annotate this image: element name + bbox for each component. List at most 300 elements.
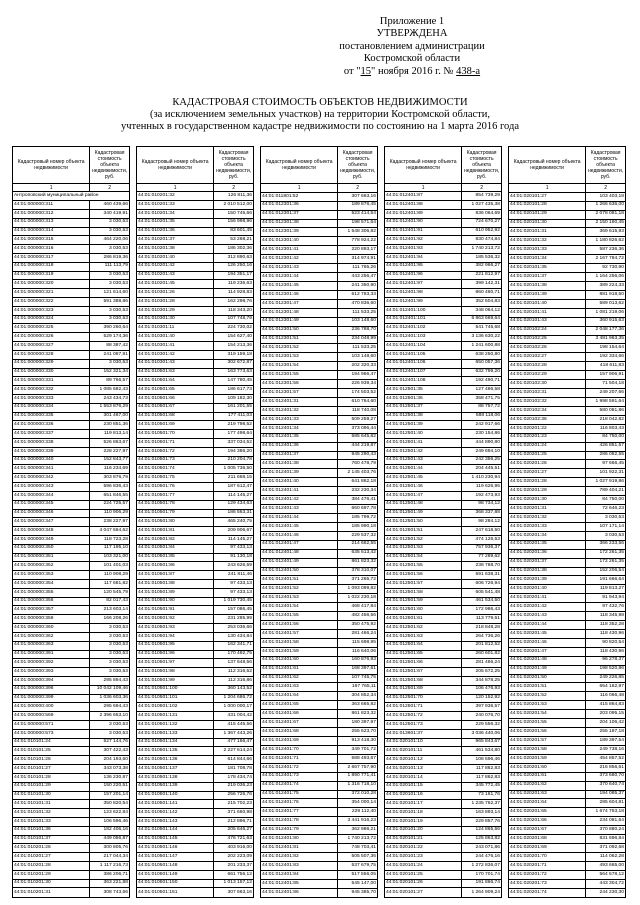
- cadastral-number: 44:01:010101:26: [13, 756, 90, 765]
- table-row: [385, 800, 502, 809]
- table-row: [385, 535, 502, 544]
- approval-resolution-line: постановлением администрации: [339, 40, 485, 52]
- cadastral-value: 587 236,36: [586, 246, 626, 255]
- cadastral-number: 44:01:020201:31: [509, 505, 586, 514]
- table-row: [261, 335, 378, 344]
- cadastral-value: 101 922,31: [586, 469, 626, 478]
- cadastral-number: 44:01:010501:68: [137, 412, 214, 421]
- cadastral-number: 44:01:012501:35: [385, 386, 462, 395]
- cadastral-value: 344 878,25: [462, 676, 502, 685]
- cadastral-number: 44:01:000000:316: [13, 245, 90, 254]
- cadastral-value: 242 356,25: [462, 456, 502, 465]
- cadastral-number: 44:01:012401:75: [261, 790, 338, 799]
- table-row: [509, 540, 626, 549]
- cadastral-number: 44:01:012401:45: [261, 522, 338, 531]
- cadastral-value: 249 738,16: [586, 745, 626, 754]
- cadastral-value: 286 082,55: [586, 451, 626, 460]
- cadastral-number: 44:01:012401:33: [261, 415, 338, 424]
- cadastral-value: 529 174,36: [90, 333, 130, 342]
- cadastral-number: 44:01:010501:78: [137, 500, 214, 509]
- table-row: [13, 580, 130, 589]
- cadastral-value: 210 204,78: [214, 456, 254, 465]
- cadastral-number: 44:01:020201:74: [509, 888, 586, 897]
- cadastral-value: 760 478,79: [338, 460, 378, 469]
- cadastral-number: 44:01:012401:60: [261, 656, 338, 665]
- cadastral-number: 44:01:012501:57: [385, 580, 462, 589]
- cadastral-number: 44:01:020201:34: [509, 531, 586, 540]
- table-row: [509, 638, 626, 647]
- cadastral-number: 44:01:012301:39: [261, 228, 338, 237]
- table-row: [385, 201, 502, 210]
- table-row: [261, 879, 378, 888]
- col-header-cadastral-number: Кадастровый номер объекта недвижимости: [137, 147, 214, 184]
- cadastral-number: 44:01:010501:71: [137, 439, 214, 448]
- cadastral-value: 3 481 963,35: [586, 335, 626, 344]
- table-row: [385, 668, 502, 677]
- cadastral-number: 44:01:020201:52: [509, 692, 586, 701]
- cadastral-value: 2 078 081,18: [586, 210, 626, 219]
- cadastral-number: 44:01:020102:29: [509, 371, 586, 380]
- cadastral-number: 44:01:010501:150: [137, 879, 214, 888]
- cadastral-value: 1 027 919,86: [586, 478, 626, 487]
- cadastral-value: 6 863 669,64: [462, 315, 502, 324]
- table-row: [137, 588, 254, 597]
- cadastral-number: 44:01:012501:65: [385, 650, 462, 659]
- table-row: [509, 326, 626, 335]
- cadastral-value: 301 467,00: [90, 412, 130, 421]
- cadastral-value: 205 646,27: [214, 826, 254, 835]
- cadastral-value: 418 611,83: [586, 362, 626, 371]
- cadastral-number: 44:01:010501:76: [137, 483, 214, 492]
- table-row: [261, 317, 378, 326]
- cadastral-value: 152 321,34: [90, 368, 130, 377]
- cadastral-value: 192 490,71: [462, 377, 502, 386]
- cadastral-number: 44:01:020201:59: [509, 754, 586, 763]
- table-row: [385, 465, 502, 474]
- cadastral-value: 162 298,76: [214, 298, 254, 307]
- cadastral-value: 137 648,56: [214, 659, 254, 668]
- cadastral-number: 44:01:012401:102: [385, 324, 462, 333]
- cadastral-number: 44:01:020201:37: [509, 558, 586, 567]
- table-row: [137, 245, 254, 254]
- cadastral-number: 44:01:012301:55: [261, 371, 338, 380]
- cadastral-number: 44:01:020102:25: [509, 335, 586, 344]
- cadastral-value: 1 266 636,00: [586, 201, 626, 210]
- cadastral-value: 830 474,84: [462, 236, 502, 245]
- cadastral-number: 44:01:012401:73: [261, 772, 338, 781]
- cadastral-value: 192 473,93: [462, 491, 502, 500]
- cadastral-number: 44:01:020101:11: [385, 747, 462, 756]
- cadastral-table-3: [260, 146, 378, 898]
- cadastral-number: 44:01:000000:314: [13, 227, 90, 236]
- cadastral-value: 2 145 403,76: [338, 469, 378, 478]
- cadastral-value: 337 034,52: [214, 439, 254, 448]
- cadastral-number: 44:01:010101:32: [13, 809, 90, 818]
- cadastral-value: 348 064,12: [462, 306, 502, 315]
- cadastral-number: 44:01:010101:30: [13, 791, 90, 800]
- cadastral-number: 44:01:012501:51: [385, 527, 462, 536]
- cadastral-number: 44:01:020201:62: [509, 781, 586, 790]
- table-row: [137, 624, 254, 633]
- table-row: [509, 879, 626, 888]
- col-number-2: 2: [462, 183, 502, 191]
- cadastral-value: 757 936,37: [462, 544, 502, 553]
- cadastral-value: 470 836,60: [338, 299, 378, 308]
- cadastral-number: 44:01:000000:317: [13, 253, 90, 262]
- table-row: [261, 371, 378, 380]
- cadastral-number: 44:01:020201:66: [509, 817, 586, 826]
- table-row: [13, 209, 130, 218]
- cadastral-number: 44:01:012301:48: [261, 308, 338, 317]
- cadastral-value: 154 213,36: [214, 342, 254, 351]
- cadastral-value: 172 986,43: [462, 606, 502, 615]
- cadastral-value: 230 851,36: [90, 421, 130, 430]
- table-row: [385, 721, 502, 730]
- cadastral-value: 247 618,50: [462, 527, 502, 536]
- cadastral-number: 44:01:012301:42: [261, 255, 338, 264]
- cadastral-value: 229 537,32: [338, 531, 378, 540]
- col-number-2: 2: [586, 184, 626, 192]
- cadastral-number: 44:01:020201:40: [509, 585, 586, 594]
- cadastral-value: 2 396 653,10: [90, 712, 130, 721]
- table-row: [385, 359, 502, 368]
- table-row: [385, 650, 502, 659]
- cadastral-value: 264 736,26: [462, 632, 502, 641]
- table-row: [385, 412, 502, 421]
- cadastral-table-2: [136, 146, 254, 898]
- cadastral-value: 255 187,18: [586, 728, 626, 737]
- cadastral-value: 1 013 157,12: [214, 879, 254, 888]
- cadastral-number: 44:01:012401:81: [261, 844, 338, 853]
- cadastral-number: 44:01:020201:39: [509, 576, 586, 585]
- cadastral-value: 218 042,82: [586, 415, 626, 424]
- cadastral-value: 373 096,44: [338, 424, 378, 433]
- cadastral-number: 44:01:012501:63: [385, 632, 462, 641]
- cadastral-number: 44:01:012401:50: [261, 567, 338, 576]
- cadastral-number: 44:01:020201:23: [509, 433, 586, 442]
- title-main: КАДАСТРОВАЯ СТОИМОСТЬ ОБЪЕКТОВ НЕДВИЖИМОСТИ: [172, 97, 468, 108]
- cadastral-value: 241 811,46: [214, 571, 254, 580]
- cadastral-number: 44:01:012501:58: [385, 588, 462, 597]
- table-row: [137, 386, 254, 395]
- table-row: [13, 659, 130, 668]
- table-row: [13, 227, 130, 236]
- table-row: [385, 615, 502, 624]
- cadastral-number: 44:01:000000:322: [13, 298, 90, 307]
- cadastral-value: 115 698,95: [338, 638, 378, 647]
- table-row: [137, 227, 254, 236]
- cadastral-number: 44:01:020201:71: [509, 861, 586, 870]
- cadastral-value: 88 387,42: [90, 342, 130, 351]
- table-row: [137, 791, 254, 800]
- cadastral-value: 345 772,45: [462, 782, 502, 791]
- cadastral-number: 44:01:010501:81: [137, 527, 214, 536]
- table-row: [385, 712, 502, 721]
- table-row: [137, 324, 254, 333]
- cadastral-value: 156 998,96: [214, 218, 254, 227]
- cadastral-number: 44:01:012401:69: [261, 737, 338, 746]
- cadastral-number: 44:01:010501:93: [137, 624, 214, 633]
- table-row: [137, 298, 254, 307]
- cadastral-number: 44:01:020101:39: [509, 290, 586, 299]
- cadastral-value: 84 750,00: [586, 496, 626, 505]
- table-row: [13, 676, 130, 685]
- appendix-label: Приложение 1: [379, 16, 445, 27]
- cadastral-number: 44:01:012401:103: [385, 333, 462, 342]
- table-row: [137, 641, 254, 650]
- cadastral-value: 444 219,87: [338, 442, 378, 451]
- cadastral-value: 244 230,30: [586, 888, 626, 897]
- cadastral-number: 44:01:020201:30: [509, 496, 586, 505]
- col-header-cadastral-number: Кадастровый номер объекта недвижимости: [509, 147, 586, 184]
- table-row: [261, 442, 378, 451]
- cadastral-value: 163 893,14: [462, 809, 502, 818]
- table-row: [385, 280, 502, 289]
- cadastral-value: 231 285,99: [214, 615, 254, 624]
- cadastral-value: 1 740 213,72: [462, 245, 502, 254]
- cadastral-number: 44:01:012401:104: [385, 342, 462, 351]
- cadastral-value: 354 000,14: [338, 799, 378, 808]
- cadastral-number: 44:01:020201:67: [509, 826, 586, 835]
- cadastral-value: 130 434,84: [214, 632, 254, 641]
- cadastral-value: 97 666,45: [586, 460, 626, 469]
- cadastral-table-4: [384, 146, 502, 898]
- table-row: [261, 612, 378, 621]
- table-row: [137, 394, 254, 403]
- cadastral-value: 124 865,56: [462, 826, 502, 835]
- cadastral-number: 44:01:020102:30: [509, 380, 586, 389]
- cadastral-value: 118 352,28: [586, 621, 626, 630]
- cadastral-number: 44:01:010201:30: [13, 879, 90, 888]
- table-row: [261, 567, 378, 576]
- cadastral-number: 44:01:000000:392: [13, 659, 90, 668]
- cadastral-value: 113 779,51: [462, 615, 502, 624]
- cadastral-value: 256 726,76: [214, 791, 254, 800]
- cadastral-number: 44:01:010201:37: [137, 236, 214, 245]
- table-row: [137, 315, 254, 324]
- cadastral-value: 241 087,91: [90, 350, 130, 359]
- table-row: [261, 505, 378, 514]
- table-row: [13, 262, 130, 271]
- cadastral-number: 44:01:020102:27: [509, 353, 586, 362]
- table-row: [509, 389, 626, 398]
- cadastral-value: 174 503,52: [338, 389, 378, 398]
- cadastral-value: 260 601,82: [462, 650, 502, 659]
- table-row: [13, 509, 130, 518]
- cadastral-value: 358 471,75: [462, 394, 502, 403]
- table-row: [509, 576, 626, 585]
- cadastral-number: 44:01:010501:90: [137, 597, 214, 606]
- cadastral-number: 44:01:012301:37: [261, 210, 338, 219]
- cadastral-value: 307 422,43: [90, 747, 130, 756]
- cadastral-value: 53 268,21: [214, 236, 254, 245]
- table-row: [385, 571, 502, 580]
- cadastral-number: 44:01:012401:94: [385, 253, 462, 262]
- table-row: [509, 719, 626, 728]
- cadastral-value: 120 545,79: [90, 588, 130, 597]
- cadastral-value: 371 092,68: [586, 844, 626, 853]
- cadastral-number: 44:01:020201:54: [509, 710, 586, 719]
- cadastral-value: 97 433,13: [214, 580, 254, 589]
- cadastral-number: 44:01:020101:27: [509, 192, 586, 201]
- table-row: [385, 509, 502, 518]
- cadastral-value: 371 265,72: [338, 576, 378, 585]
- table-row: [261, 192, 378, 201]
- cadastral-number: 44:01:012501:45: [385, 474, 462, 483]
- table-row: [509, 647, 626, 656]
- cadastral-value: 523 414,54: [338, 210, 378, 219]
- table-row: [13, 412, 130, 421]
- cadastral-value: 106 596,46: [90, 817, 130, 826]
- cadastral-number: 44:01:010501:137: [137, 765, 214, 774]
- cadastral-value: 638 250,80: [462, 350, 502, 359]
- cadastral-number: 44:01:010501:82: [137, 535, 214, 544]
- table-row: [385, 483, 502, 492]
- table-row: [509, 763, 626, 772]
- table-row: [13, 483, 130, 492]
- cadastral-number: 44:01:010101:24: [13, 738, 90, 747]
- cadastral-number: 44:01:012401:48: [261, 549, 338, 558]
- cadastral-value: 186 302,36: [214, 245, 254, 254]
- cadastral-number: 44:01:000000:360: [13, 624, 90, 633]
- cadastral-number: 44:01:010101:37: [13, 835, 90, 844]
- cadastral-number: 44:01:010501:94: [137, 632, 214, 641]
- cadastral-value: 114 062,28: [586, 853, 626, 862]
- cadastral-value: 185 799,72: [338, 513, 378, 522]
- cadastral-number: 44:01:012301:53: [261, 353, 338, 362]
- table-row: [509, 826, 626, 835]
- table-row: [385, 518, 502, 527]
- cadastral-number: 44:01:010501:140: [137, 791, 214, 800]
- table-row: [137, 280, 254, 289]
- cadastral-number: 44:01:012501:71: [385, 703, 462, 712]
- cadastral-number: 44:01:020101:26: [385, 879, 462, 888]
- cadastral-value: 860 460,71: [462, 289, 502, 298]
- table-row: [509, 290, 626, 299]
- table-row: [509, 478, 626, 487]
- cadastral-number: 44:01:020201:28: [509, 478, 586, 487]
- date-middle: " ноября 2016 г. №: [371, 65, 457, 77]
- cadastral-value: 178 434,74: [214, 773, 254, 782]
- cadastral-number: 44:01:000000:337: [13, 430, 90, 439]
- table-row: [385, 676, 502, 685]
- table-row: [137, 253, 254, 262]
- table-row: [509, 665, 626, 674]
- cadastral-number: 44:01:000000:345: [13, 500, 90, 509]
- cadastral-number: 44:01:000000:330: [13, 368, 90, 377]
- table-row: [261, 326, 378, 335]
- cadastral-value: 660 697,78: [338, 505, 378, 514]
- table-row: [261, 594, 378, 603]
- approved-label: УТВЕРЖДЕНА: [376, 28, 448, 40]
- cadastral-value: 3 030,53: [90, 227, 130, 236]
- cadastral-value: 198 154,64: [586, 344, 626, 353]
- cadastral-value: 117 195,10: [90, 544, 130, 553]
- cadastral-value: 505 507,36: [338, 853, 378, 862]
- cadastral-number: 44:01:012501:54: [385, 553, 462, 562]
- cadastral-number: 44:01:020101:27: [385, 888, 462, 898]
- cadastral-number: 44:01:012501:46: [385, 483, 462, 492]
- table-row: [261, 585, 378, 594]
- cadastral-value: 118 430,96: [586, 647, 626, 656]
- cadastral-value: 106 476,93: [462, 685, 502, 694]
- approval-date-line: [292, 66, 532, 78]
- cadastral-value: 177 498,64: [214, 430, 254, 439]
- table-row: [137, 659, 254, 668]
- table-row: [385, 218, 502, 227]
- cadastral-value: 172 261,35: [586, 549, 626, 558]
- cadastral-number: 44:01:020201:72: [509, 870, 586, 879]
- cadastral-value: 1 204 686,72: [214, 694, 254, 703]
- table-row: [509, 228, 626, 237]
- table-row: [137, 826, 254, 835]
- cadastral-number: 44:01:012501:64: [385, 641, 462, 650]
- cadastral-value: 612 783,33: [338, 290, 378, 299]
- cadastral-number: 44:01:020201:49: [509, 665, 586, 674]
- table-row: [13, 518, 130, 527]
- cadastral-number: 44:01:012501:69: [385, 685, 462, 694]
- table-row: [509, 415, 626, 424]
- cadastral-number: 44:01:011801:52: [261, 192, 338, 201]
- cadastral-value: 98 734,12: [462, 500, 502, 509]
- cadastral-number: 44:01:000000:354: [13, 580, 90, 589]
- cadastral-value: 3 030,53: [90, 306, 130, 315]
- cadastral-number: 44:01:000000:312: [13, 209, 90, 218]
- cadastral-number: 44:01:012401:76: [261, 799, 338, 808]
- cadastral-number: 44:01:012501:53: [385, 544, 462, 553]
- cadastral-number: 44:01:012401:77: [261, 808, 338, 817]
- cadastral-value: 204 445,51: [462, 465, 502, 474]
- cadastral-number: 44:01:000000:329: [13, 359, 90, 368]
- cadastral-number: 44:01:012401:68: [261, 728, 338, 737]
- cadastral-number: 44:01:012401:67: [261, 719, 338, 728]
- cadastral-number: 44:01:000000:363: [13, 641, 90, 650]
- table-row: [137, 368, 254, 377]
- cadastral-number: 44:01:010501:135: [137, 747, 214, 756]
- cadastral-number: 44:01:012501:47: [385, 491, 462, 500]
- table-row: [509, 629, 626, 638]
- table-row: [137, 888, 254, 898]
- cadastral-number: 44:01:000000:396: [13, 685, 90, 694]
- table-row: [261, 558, 378, 567]
- table-row: [13, 289, 130, 298]
- table-row: [13, 465, 130, 474]
- table-row: [509, 612, 626, 621]
- cadastral-value: 2 150 160,45: [586, 219, 626, 228]
- table-row: [13, 791, 130, 800]
- cadastral-number: 44:01:020201:47: [509, 647, 586, 656]
- table-row: [261, 522, 378, 531]
- cadastral-number: 44:01:020101:16: [385, 791, 462, 800]
- table-row: [509, 817, 626, 826]
- cadastral-number: 44:01:010501:66: [137, 394, 214, 403]
- table-row: [509, 237, 626, 246]
- table-row: [385, 703, 502, 712]
- cadastral-value: 187 612,47: [214, 483, 254, 492]
- cadastral-value: 1 180 826,62: [586, 237, 626, 246]
- cadastral-number: 44:01:010501:79: [137, 509, 214, 518]
- cadastral-number: 44:01:010301:29: [137, 306, 214, 315]
- cadastral-number: 44:01:000000:347: [13, 518, 90, 527]
- cadastral-number: 44:01:020102:24: [509, 326, 586, 335]
- cadastral-value: 397 936,57: [462, 703, 502, 712]
- cadastral-number: 44:01:010101:36: [13, 826, 90, 835]
- table-row: [385, 447, 502, 456]
- cadastral-number: 44:01:012501:37: [385, 403, 462, 412]
- cadastral-value: 123 622,84: [90, 809, 130, 818]
- cadastral-value: 3 030,53: [90, 659, 130, 668]
- table-row: [385, 491, 502, 500]
